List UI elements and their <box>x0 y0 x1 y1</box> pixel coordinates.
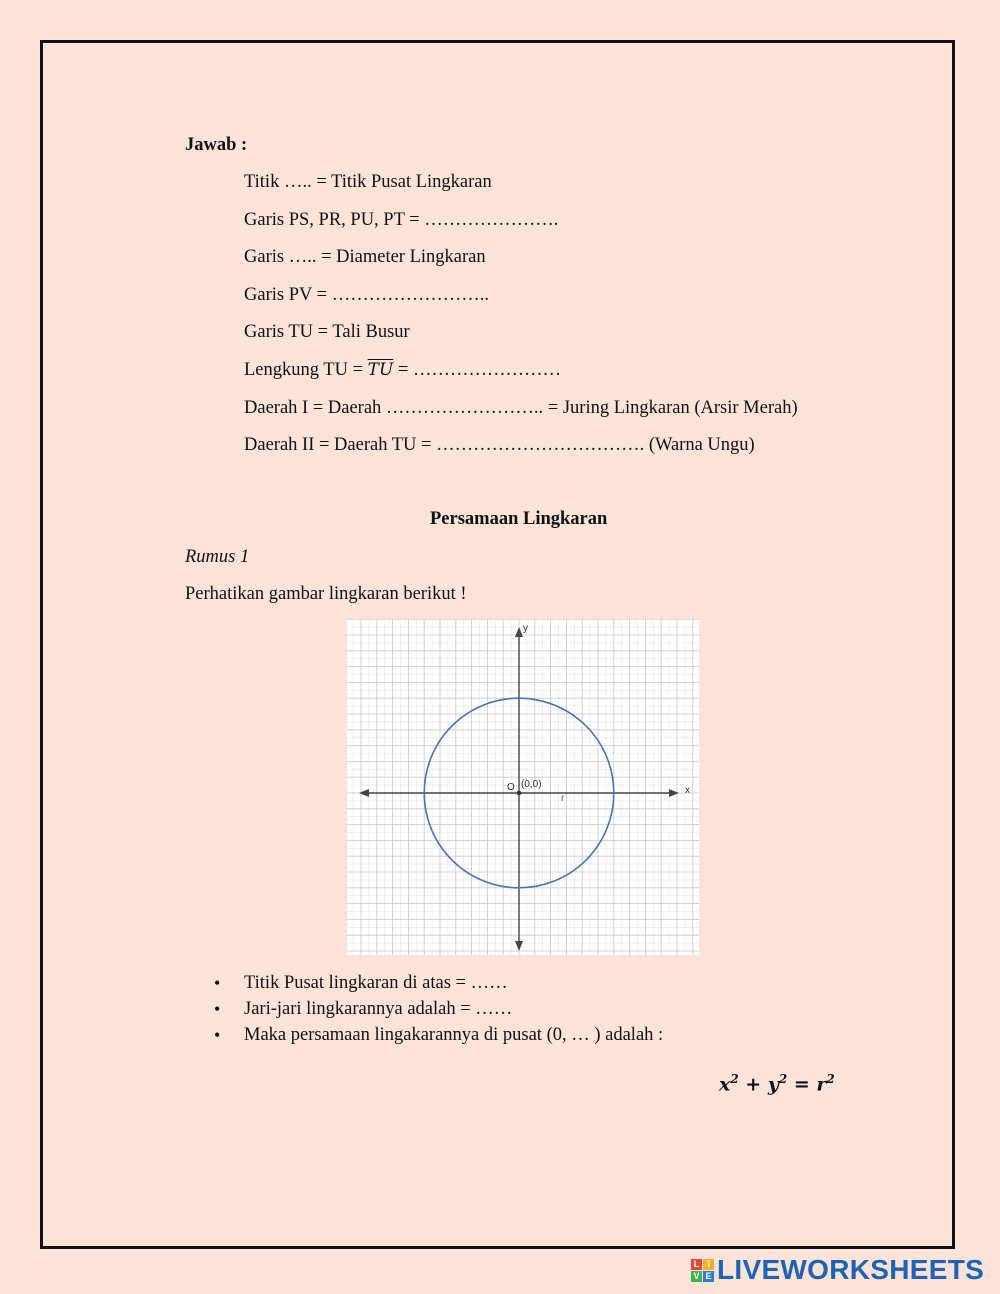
bullet-dot: • <box>214 973 221 993</box>
bullet-item-3: Maka persamaan lingakarannya di pusat (0, … ) adalah : <box>244 1025 664 1045</box>
eq-exp-x: 2 <box>730 1072 739 1086</box>
eq-equals: = <box>787 1073 817 1096</box>
bullet-item-2: Jari-jari lingkarannya adalah = …… <box>244 999 513 1019</box>
section-title: Persamaan Lingkaran <box>430 509 608 529</box>
arc-line-suffix: = …………………… <box>393 360 562 380</box>
origin-coords-label: (0,0) <box>521 779 542 790</box>
answer-line-2: Garis PS, PR, PU, PT = …………………. <box>244 210 559 230</box>
region-line-1: Daerah I = Daerah …………………….. = Juring Lingkaran (Arsir Merah) <box>244 398 798 418</box>
liveworksheets-logo[interactable] <box>691 1255 984 1285</box>
answer-line-5: Garis TU = Tali Busur <box>244 322 410 342</box>
bullet-dot: • <box>214 1025 221 1045</box>
bullet-dot: • <box>214 999 221 1019</box>
answer-line-3: Garis ….. = Diameter Lingkaran <box>244 247 486 267</box>
x-axis-label: x <box>685 785 690 796</box>
eq-exp-r: 2 <box>826 1072 835 1086</box>
instruction-text: Perhatikan gambar lingkaran berikut ! <box>185 584 467 604</box>
eq-y: y <box>767 1073 779 1096</box>
eq-r: r <box>816 1073 827 1096</box>
eq-x: x <box>719 1073 731 1096</box>
logo-mark-icon <box>691 1259 714 1282</box>
answer-line-1: Titik ….. = Titik Pusat Lingkaran <box>244 172 492 192</box>
answer-heading: Jawab : <box>185 135 248 155</box>
origin-label: O <box>507 782 515 793</box>
logo-letter: I <box>703 1259 714 1270</box>
arc-line-prefix: Lengkung TU = <box>244 360 368 380</box>
circle-graph <box>347 619 699 955</box>
region-line-2: Daerah II = Daerah TU = ……………………………. (Warna Ungu) <box>244 435 755 455</box>
eq-exp-y: 2 <box>778 1072 788 1086</box>
answer-line-4: Garis PV = …………………….. <box>244 285 489 305</box>
bullet-item-1: Titik Pusat lingkaran di atas = …… <box>244 973 508 993</box>
logo-letter: L <box>691 1259 702 1270</box>
eq-plus: + <box>738 1073 768 1096</box>
y-axis-label: y <box>523 623 528 634</box>
arc-line <box>244 359 561 381</box>
formula-label: Rumus 1 <box>185 547 250 567</box>
logo-letter: V <box>691 1271 702 1282</box>
circle-equation <box>719 1072 835 1095</box>
logo-text: LIVEWORKSHEETS <box>717 1254 985 1285</box>
logo-letter: E <box>703 1271 714 1282</box>
radius-label: r <box>561 793 565 804</box>
arc-symbol: $\overline{TU}$ <box>367 360 394 380</box>
origin-point <box>517 791 522 796</box>
